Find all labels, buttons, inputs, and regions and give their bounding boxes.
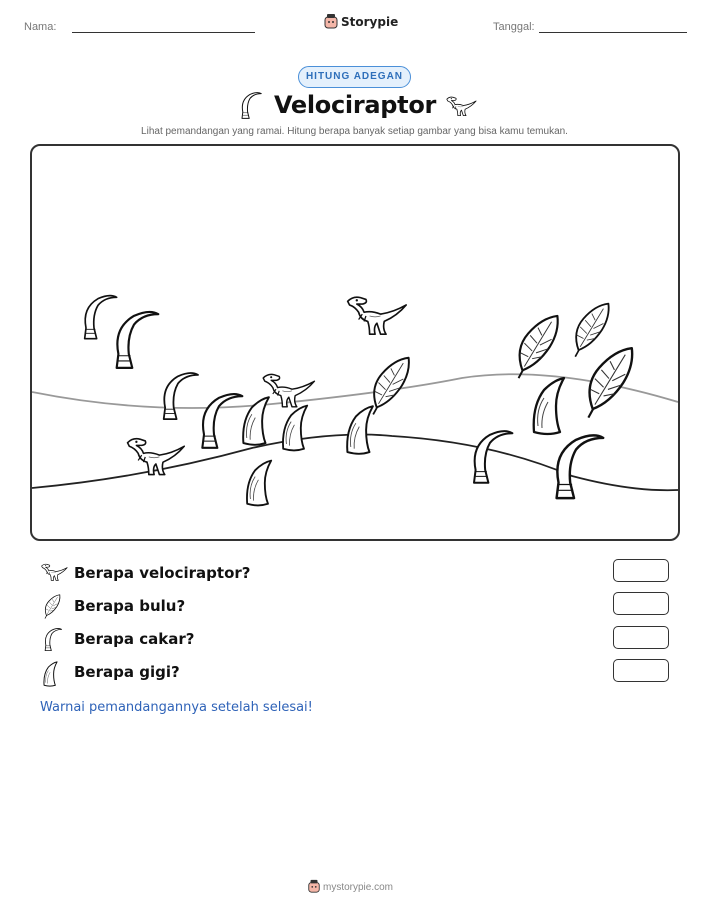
feather-icon [41, 594, 63, 620]
coloring-note: Warnai pemandangannya setelah selesai! [40, 700, 313, 715]
footer-url[interactable]: mystorypie.com [323, 882, 394, 893]
answer-box-feather[interactable] [613, 592, 669, 615]
question-tooth: Berapa gigi? [74, 663, 180, 681]
question-velociraptor: Berapa velociraptor? [74, 564, 251, 582]
storypie-footer-logo-icon [307, 879, 321, 893]
name-label: Nama: [24, 21, 57, 33]
claw-icon [41, 628, 63, 652]
scene-illustration [32, 146, 678, 539]
storypie-logo-icon [323, 13, 339, 29]
date-label: Tanggal: [493, 21, 535, 33]
tooth-icon [42, 661, 60, 687]
answer-box-claw[interactable] [613, 626, 669, 649]
date-field[interactable] [539, 32, 687, 33]
name-field[interactable] [72, 32, 255, 33]
answer-box-tooth[interactable] [613, 659, 669, 682]
activity-badge: HITUNG ADEGAN [298, 66, 411, 88]
instructions: Lihat pemandangan yang ramai. Hitung berapa banyak setiap gambar yang bisa kamu temukan. [141, 126, 568, 137]
page-title: Velociraptor [273, 91, 437, 119]
question-feather: Berapa bulu? [74, 597, 186, 615]
brand-name: Storypie [341, 15, 399, 29]
velociraptor-icon [40, 561, 68, 583]
answer-box-velociraptor[interactable] [613, 559, 669, 582]
question-claw: Berapa cakar? [74, 630, 195, 648]
counting-scene [30, 144, 680, 541]
velociraptor-icon [445, 94, 477, 118]
